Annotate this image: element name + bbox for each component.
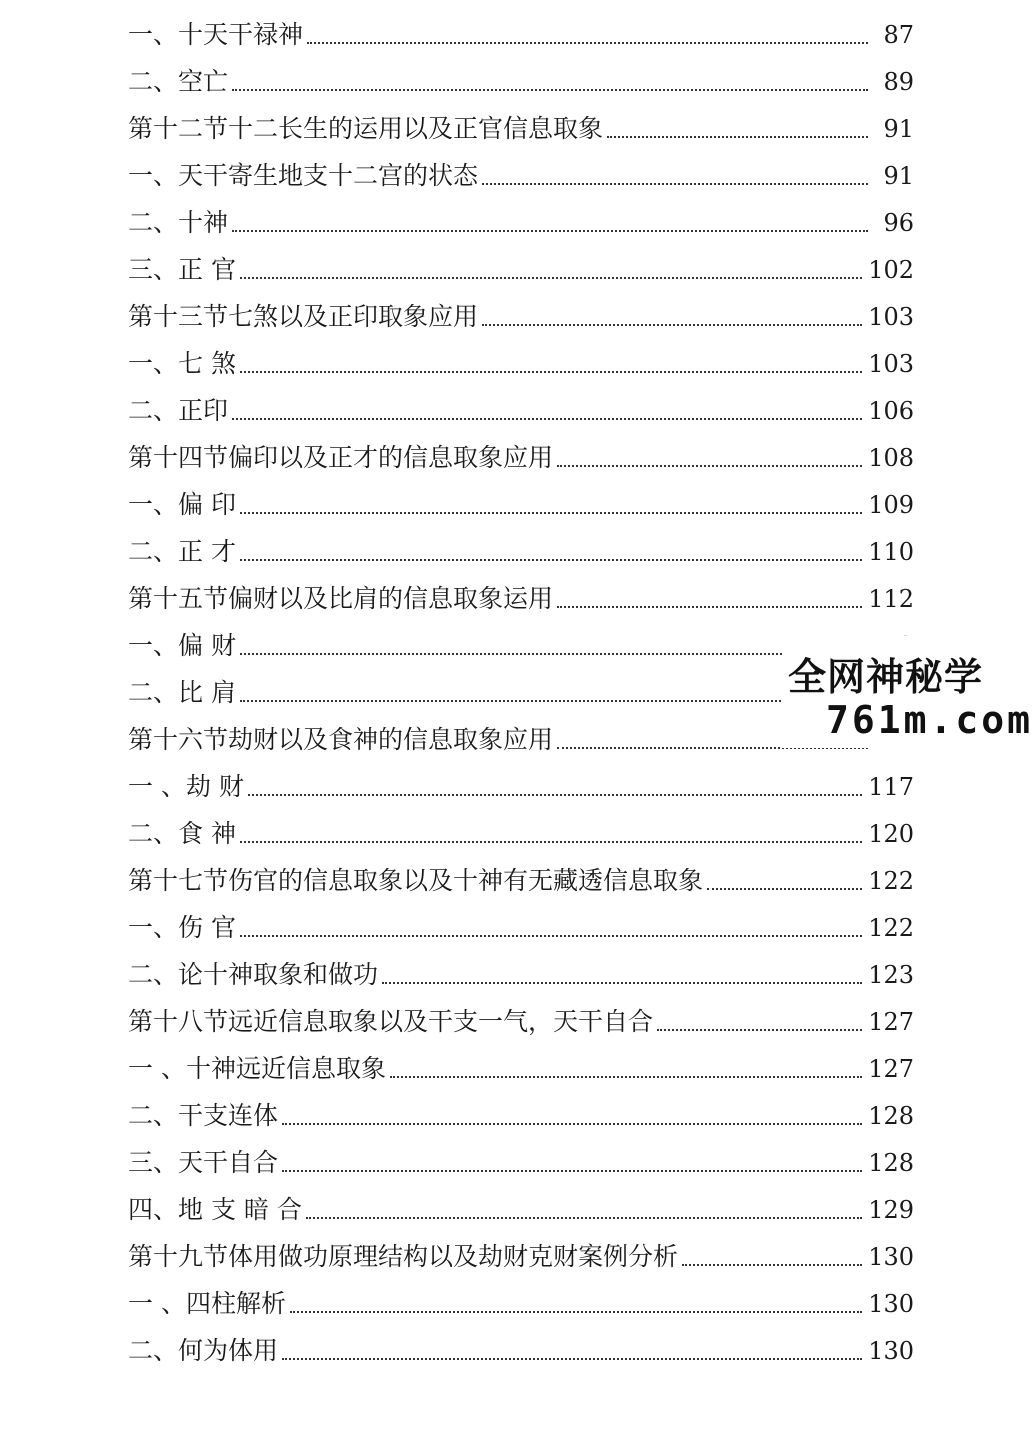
toc-entry-title: 二、干支连体 bbox=[128, 1101, 279, 1130]
toc-entry bbox=[128, 1095, 914, 1131]
toc-dot-leader bbox=[307, 42, 868, 44]
toc-entry-page: 122 bbox=[868, 914, 914, 942]
toc-entry-title: 二、论十神取象和做功 bbox=[128, 960, 379, 989]
toc-entry-title: 二、空亡 bbox=[128, 67, 229, 96]
toc-entry bbox=[128, 1142, 914, 1178]
toc-entry-title: 一、天干寄生地支十二宫的状态 bbox=[128, 161, 479, 190]
toc-dot-leader bbox=[240, 512, 862, 514]
toc-entry bbox=[128, 484, 914, 520]
toc-entry-title: 一 、十神远近信息取象 bbox=[128, 1054, 386, 1083]
toc-entry-title: 三、天干自合 bbox=[128, 1148, 279, 1177]
toc-entry-page: 103 bbox=[868, 350, 914, 378]
toc-dot-leader bbox=[306, 1217, 862, 1219]
toc-entry bbox=[128, 1283, 914, 1319]
toc-entry-page: 102 bbox=[868, 256, 914, 284]
toc-entry bbox=[128, 578, 914, 614]
toc-entry-title: 二、比 肩 bbox=[128, 678, 236, 707]
toc-entry-title: 四、地 支 暗 合 bbox=[128, 1195, 302, 1224]
toc-entry-page: 96 bbox=[883, 209, 914, 237]
toc-entry bbox=[128, 954, 914, 990]
toc-entry-page: 91 bbox=[883, 162, 914, 190]
toc-entry-title: 一、七 煞 bbox=[128, 349, 236, 378]
toc-entry bbox=[128, 1048, 914, 1084]
toc-entry bbox=[128, 343, 914, 379]
toc-entry bbox=[128, 390, 914, 426]
toc-entry-page: 123 bbox=[868, 961, 914, 989]
toc-entry-title: 二、正 才 bbox=[128, 537, 236, 566]
toc-entry-page: 128 bbox=[868, 1102, 914, 1130]
toc-entry bbox=[128, 860, 914, 896]
toc-dot-leader bbox=[240, 277, 862, 279]
toc-dot-leader bbox=[482, 324, 862, 326]
toc-dot-leader bbox=[232, 89, 868, 91]
toc-dot-leader bbox=[240, 371, 862, 373]
toc-entry-page: 127 bbox=[868, 1055, 914, 1083]
toc-entry-page: 130 bbox=[868, 1243, 914, 1271]
toc-dot-leader bbox=[232, 230, 868, 232]
toc-entry bbox=[128, 249, 914, 285]
toc-entry-title: 第十四节偏印以及正才的信息取象应用 bbox=[128, 443, 554, 472]
toc-dot-leader bbox=[390, 1076, 862, 1078]
toc-dot-leader bbox=[382, 982, 862, 984]
toc-dot-leader bbox=[282, 1358, 862, 1360]
toc-entry-page: 112 bbox=[868, 585, 914, 613]
toc-dot-leader bbox=[557, 465, 862, 467]
watermark-url: 761m.com bbox=[826, 698, 1033, 742]
toc-entry-title: 二、何为体用 bbox=[128, 1336, 279, 1365]
toc-dot-leader bbox=[232, 418, 862, 420]
toc-entry-page: 103 bbox=[868, 303, 914, 331]
toc-entry bbox=[128, 155, 914, 191]
toc-dot-leader bbox=[240, 935, 862, 937]
toc-dot-leader bbox=[707, 888, 862, 890]
toc-entry-title: 一、偏 财 bbox=[128, 631, 236, 660]
toc-entry-page: 109 bbox=[868, 491, 914, 519]
toc-entry-title: 第十七节伤官的信息取象以及十神有无藏透信息取象 bbox=[128, 866, 704, 895]
toc-dot-leader bbox=[240, 559, 862, 561]
toc-entry bbox=[128, 61, 914, 97]
toc-dot-leader bbox=[240, 653, 862, 655]
toc-entry-page: 122 bbox=[868, 867, 914, 895]
toc-entry bbox=[128, 813, 914, 849]
toc-entry bbox=[128, 1001, 914, 1037]
toc-entry bbox=[128, 437, 914, 473]
toc-entry-page: 106 bbox=[868, 397, 914, 425]
toc-dot-leader bbox=[607, 136, 868, 138]
toc-entry-page: 130 bbox=[868, 1290, 914, 1318]
toc-dot-leader bbox=[282, 1170, 862, 1172]
toc-dot-leader bbox=[657, 1029, 862, 1031]
toc-dot-leader bbox=[240, 841, 862, 843]
toc-entry-page: 129 bbox=[868, 1196, 914, 1224]
toc-entry-title: 一、偏 印 bbox=[128, 490, 236, 519]
toc-entry-page: 127 bbox=[868, 1008, 914, 1036]
toc-entry-title: 一 、四柱解析 bbox=[128, 1289, 286, 1318]
toc-entry-page: 110 bbox=[868, 538, 914, 566]
toc-entry bbox=[128, 202, 914, 238]
toc-entry bbox=[128, 1189, 914, 1225]
toc-entry-title: 二、正印 bbox=[128, 396, 229, 425]
toc-entry-page: 130 bbox=[868, 1337, 914, 1365]
toc-entry bbox=[128, 296, 914, 332]
toc-entry-title: 三、正 官 bbox=[128, 255, 236, 284]
toc-entry-page: 117 bbox=[868, 773, 914, 801]
toc-entry bbox=[128, 907, 914, 943]
toc-dot-leader bbox=[282, 1123, 862, 1125]
toc-entry-page: 91 bbox=[883, 115, 914, 143]
toc-entry-page: 120 bbox=[868, 820, 914, 848]
toc-dot-leader bbox=[557, 606, 862, 608]
toc-dot-leader bbox=[240, 700, 868, 702]
toc-entry-title: 二、十神 bbox=[128, 208, 229, 237]
toc-entry-page: 128 bbox=[868, 1149, 914, 1177]
toc-entry-title: 第十九节体用做功原理结构以及劫财克财案例分析 bbox=[128, 1242, 679, 1271]
watermark bbox=[782, 636, 1033, 748]
toc-entry bbox=[128, 108, 914, 144]
watermark-text: 全网神秘学 bbox=[788, 655, 984, 699]
toc-entry-title: 第十五节偏财以及比肩的信息取象运用 bbox=[128, 584, 554, 613]
toc-dot-leader bbox=[682, 1264, 862, 1266]
toc-entry-title: 一、伤 官 bbox=[128, 913, 236, 942]
toc-entry-title: 一 、劫 财 bbox=[128, 772, 244, 801]
toc-dot-leader bbox=[290, 1311, 862, 1313]
toc-dot-leader bbox=[482, 183, 868, 185]
toc-entry bbox=[128, 531, 914, 567]
toc-entry-title: 一、十天干禄神 bbox=[128, 20, 304, 49]
toc-entry-title: 第十八节远近信息取象以及干支一气，天干自合 bbox=[128, 1007, 654, 1036]
toc-entry-title: 第十二节十二长生的运用以及正官信息取象 bbox=[128, 114, 604, 143]
toc-entry-page: 89 bbox=[883, 68, 914, 96]
toc-entry-title: 第十六节劫财以及食神的信息取象应用 bbox=[128, 725, 554, 754]
toc-entry bbox=[128, 1330, 914, 1366]
toc-entry-title: 二、食 神 bbox=[128, 819, 236, 848]
toc-entry-page: 108 bbox=[868, 444, 914, 472]
toc-dot-leader bbox=[248, 794, 862, 796]
toc-entry-title: 第十三节七煞以及正印取象应用 bbox=[128, 302, 479, 331]
toc-entry bbox=[128, 766, 914, 802]
toc-entry-page: 87 bbox=[883, 21, 914, 49]
toc-entry bbox=[128, 1236, 914, 1272]
toc-entry bbox=[128, 14, 914, 50]
